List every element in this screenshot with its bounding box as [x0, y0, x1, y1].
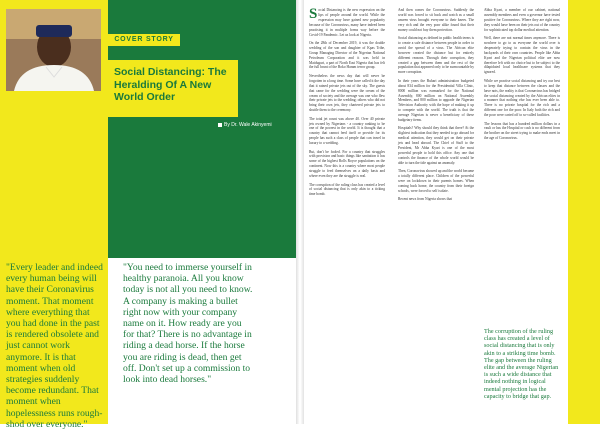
body-column-1 [309, 8, 385, 201]
body-paragraph: While we practise social distancing and try our best to keep that distance between the classes and the have nots, the reality is that Coronavirus has bridged the social distancing created by the African elites in a manner that nothing else has ever been able to. There is no private hospital for the rich and a different one for the poor. In Italy both the rich and the poor were carted off to so-called facilities. [484, 78, 560, 118]
body-paragraph: The lessons that has a hundred million dollars in a vault or has the Hospital or cash is no different from the brother on the street trying to make ends meet in the age of Coronavirus. [484, 121, 560, 141]
body-paragraph: Hospitals? Why should they think that there? At the slightest indication that they needed to go abroad for medical attention, they would get on their private jets and head abroad. The Chief of Staff to the President, Mr Abba Kyari is one of the most powerful people to hold this office. Any one that controls the finance of the whole world would be able to turn the tide against an anomaly. [398, 126, 474, 165]
body-paragraph: Well, there are not normal times anymore. There is nowhere to go to as everyone the world over is desperately trying to contain the virus in the backyards of their own countries. People like Abba Kyari and the Nigerian political elite are now therefore left with no choice but to be subject to the dilapidated local healthcare systems that they ignored. [484, 36, 560, 75]
drop-cap: S [309, 6, 318, 22]
body-paragraph: Then, Coronavirus showed up and the world became a totally different place. Children of the powerful were on lockdown in their parents homes. When coming back home, the country from their foreign schools, were forced to self isolate. [398, 169, 474, 193]
body-paragraph: Social distancing as defined in public health terms is to create a safe distance between people in order to avoid the spread of a virus. The African elite however created the distance but for entirely different reasons. Through their corruption, they created a gap between them and the rest of the population that appeared only to be surmountable by more corruption. [398, 36, 474, 75]
headline-box [106, 60, 238, 117]
pull-quote-3: The corruption of the ruling class has created a level of social distancing that is only akin to a striking time bomb. The gap between the ruling elite and the average Nigerian is such a wide distance that indeed nothing in logical mental projection has the capacity to bridge that gap. [484, 328, 559, 400]
body-paragraph: The total jet count was above 40. Over 40 private jets owned by Nigerians - a country ranking to be one of the poorest in the world. It is thought that a country that cannot feed itself or provide for its people has such a class of people that can travel in luxury to a wedding. [309, 116, 385, 146]
body-paragraph: Recent news from Nigeria shows that [398, 197, 452, 202]
body-paragraph: In their years the Buhari administration budgeted about 834 million for the Presidential Villa Clinic, 8000 million was earmarked for the National Assembly, 800 million on National Assembly Members, and 800 million to upgrade the Nigerian Television Authority with the hope of making it up to compete with the world. The truth is that the average Nigerian is never a beneficiary of these budgetary items. [398, 78, 474, 123]
body-paragraph: Social Distancing is the new expression on the lips of people around the world. While the expression may have gained new popularity because of the Coronavirus, many have indeed been practising it in multiple forms way before the Covid-19 Pandemic. Let us look at Nigeria. [309, 6, 385, 37]
page-gutter [296, 0, 304, 424]
byline [218, 122, 272, 128]
body-paragraph: But, don't be fooled. For a country that struggles with provision and basic things like sanitation it has some of the highest Rolls Royce populations on the continent. Now this is a country where most people struggle to feed themselves on a daily basis and where even they are the struggle is real. [309, 149, 385, 179]
body-paragraph: Abba Kyari, a member of our cabinet, national assembly members and even a governor have tested positive for Coronavirus. Where they are right now, they would have been on their jets out of the country for sophisticated top dollar medical attention. [484, 8, 560, 32]
body-paragraph: The corruption of the ruling class has created a level of social distancing that is only akin to a ticking time bomb. [309, 182, 385, 197]
byline-text: By Dr. Wale Akinyemi [224, 122, 272, 128]
pull-quote-2: "You need to immerse yourself in healthy paranoia. All you know today is not all you need to know. A company is making a bullet right now with your company name on it. How ready are you for that? There is no advantage in riding a dead horse. If the horse you are riding is dead, then get off. Don't set up a commission to look into dead horses." [123, 262, 253, 386]
headline-text: Social Distancing: The Heralding Of A New World Order [114, 66, 227, 103]
portrait-illustration [6, 9, 101, 91]
author-icon [218, 123, 222, 127]
section-tag: COVER STORY [108, 34, 180, 46]
body-paragraph: Nevertheless the news day that will never be forgotten in a long time. Some have called it the day that it rained private jets out of the sky. The guests that came for the wedding were the cream of the cream of society and the average was one who flew their private jets to the wedding; others who did not bring their own jets, they chartered private jets to shuttle them to the ceremony. [309, 73, 385, 113]
body-column-2 [398, 8, 474, 206]
author-photo [6, 9, 101, 91]
pull-quote-1: "Every leader and indeed every human being will have their Coronavirus moment. That moment where everything that you had done in the past is rendered obsolete and just cannot work anymore. It is that moment when old strategies suddenly become redundant. That moment when hopelessness runs rough-shod over everyone." [6, 262, 103, 430]
body-paragraph: And then comes the Coronavirus. Suddenly the world was forced to sit back and watch as a small unseen virus brought everyone to their knees. The very rich and the very poor alike found that their money could not buy them protection. [398, 8, 474, 32]
body-column-3 [484, 8, 560, 145]
yellow-edge-strip [568, 0, 600, 424]
body-paragraph: On the 28th of December 2019, it was the double wedding of the son and daughter of Kpas Tribe, Group Managing Director of the Nigerian National Petroleum Corporation and it was held in Maiduguri, a part of North East Nigeria that has felt the full brunt of the Boko Haram terror group. [309, 40, 385, 70]
